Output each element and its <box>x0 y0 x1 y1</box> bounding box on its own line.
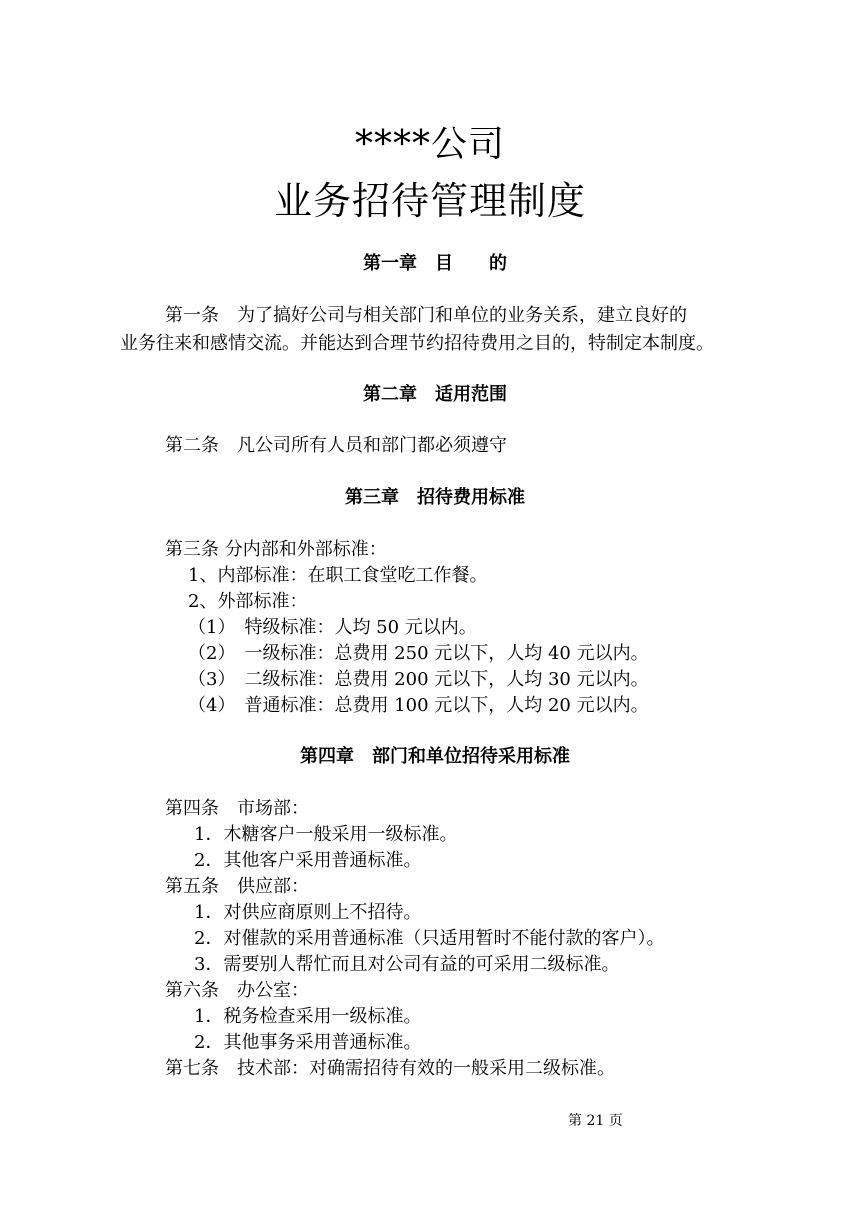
article-text: 第四条 市场部： <box>165 798 309 819</box>
list-item: 1．对供应商原则上不招待。 <box>194 902 422 923</box>
list-item: 2．其他事务采用普通标准。 <box>194 1032 422 1053</box>
list-item: （3） 二级标准：总费用 200 元以下，人均 30 元以内。 <box>188 669 649 690</box>
chapter-heading: 第二章 适用范围 <box>363 384 507 405</box>
chapter-heading: 第四章 部门和单位招待采用标准 <box>300 746 570 767</box>
list-item: 1．木糖客户一般采用一级标准。 <box>194 824 458 845</box>
article-text: 第七条 技术部：对确需招待有效的一般采用二级标准。 <box>165 1058 615 1079</box>
list-item: 1、内部标准：在职工食堂吃工作餐。 <box>188 565 488 586</box>
list-item: 1．税务检查采用一级标准。 <box>194 1006 422 1027</box>
article-text: 第五条 供应部： <box>165 876 309 897</box>
article-text: 业务往来和感情交流。并能达到合理节约招待费用之目的，特制定本制度。 <box>120 333 714 354</box>
list-item: （4） 普通标准：总费用 100 元以下，人均 20 元以内。 <box>188 695 649 716</box>
article-text: 第三条 分内部和外部标准： <box>165 539 387 560</box>
list-item: （2） 一级标准：总费用 250 元以下，人均 40 元以内。 <box>188 643 649 664</box>
list-item: 2．其他客户采用普通标准。 <box>194 850 422 871</box>
list-item: 2．对催款的采用普通标准（只适用暂时不能付款的客户）。 <box>194 928 665 949</box>
article-text: 第一条 为了搞好公司与相关部门和单位的业务关系，建立良好的 <box>165 305 687 326</box>
list-item: 2、外部标准： <box>188 591 308 612</box>
document-title-company: ****公司 <box>354 124 505 165</box>
chapter-heading: 第三章 招待费用标准 <box>345 487 525 508</box>
page-number: 第 21 页 <box>568 1113 623 1129</box>
list-item: 3．需要别人帮忙而且对公司有益的可采用二级标准。 <box>194 954 620 975</box>
list-item: （1） 特级标准：人均 50 元以内。 <box>188 617 477 638</box>
chapter-heading: 第一章 目 的 <box>363 253 507 274</box>
article-text: 第二条 凡公司所有人员和部门都必须遵守 <box>165 435 507 456</box>
document-title: 业务招待管理制度 <box>273 179 586 223</box>
article-text: 第六条 办公室： <box>165 980 309 1001</box>
